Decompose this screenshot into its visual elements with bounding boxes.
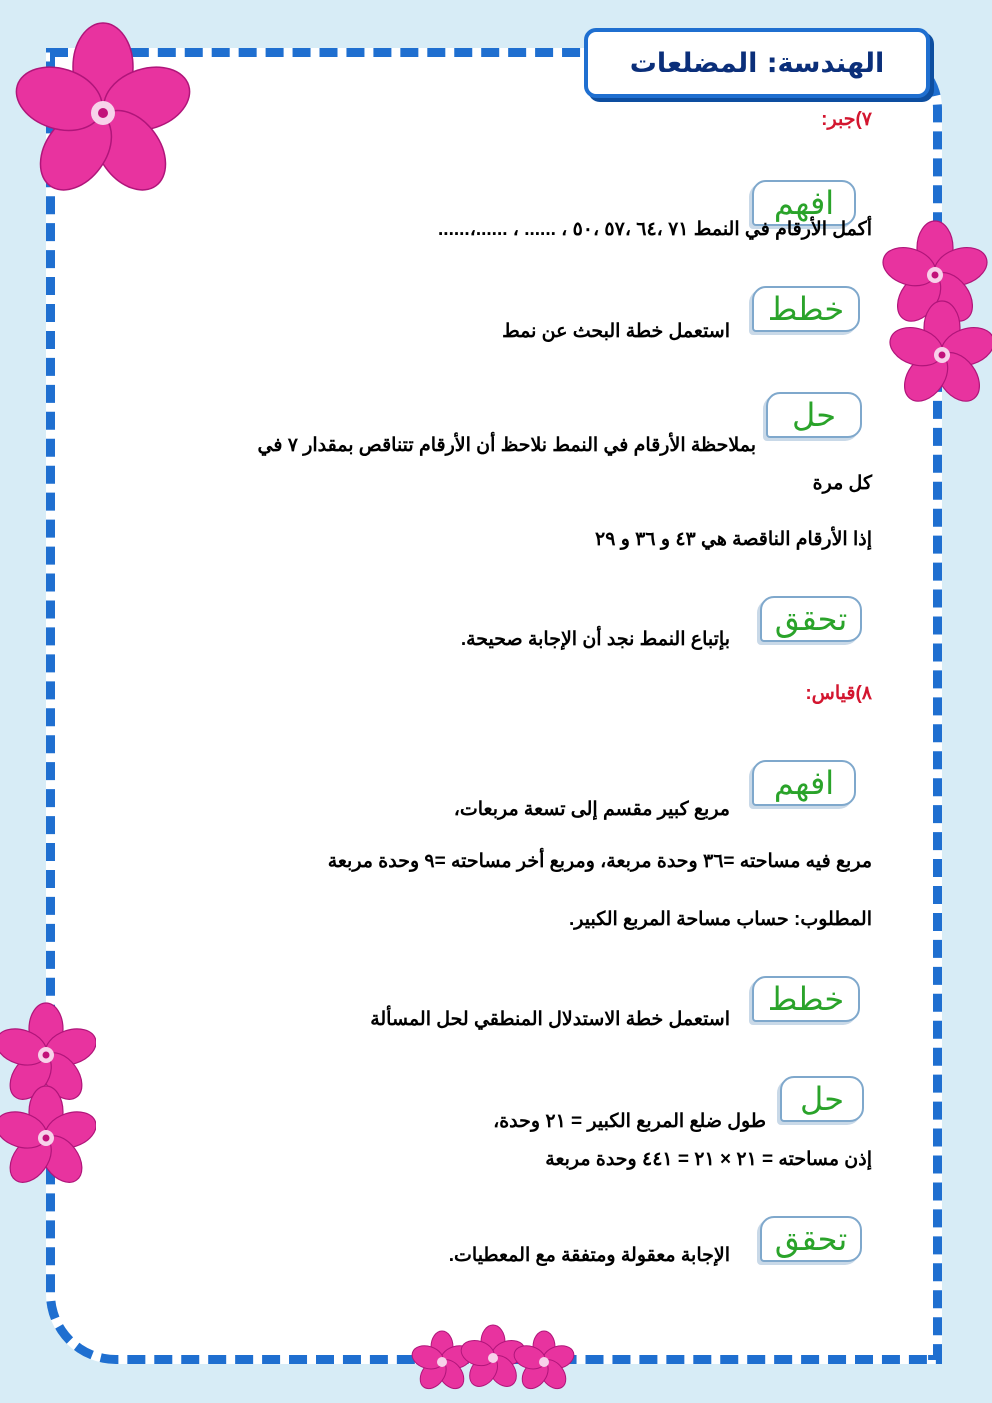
flower-icon (408, 1322, 578, 1398)
q8-solve-line-2: إذن مساحته = ٢١ × ٢١ = ٤٤١ وحدة مربعة (545, 1149, 872, 1170)
q7-understand-text: أكمل الأرقام في النمط ٧١ ،٦٤ ،٥٧ ،٥٠ ، ...... ، ......،...... (438, 219, 872, 240)
badge-label: خطط (767, 980, 845, 1018)
page-title: الهندسة: المضلعات (629, 47, 885, 79)
q7-solve-line-2: كل مرة (812, 473, 872, 494)
q8-understand-badge (752, 760, 856, 806)
flower-icon (0, 1082, 96, 1194)
q8-plan-text: استعمل خطة الاستدلال المنطقي لحل المسألة (370, 1009, 730, 1030)
badge-label: تحقق (774, 1220, 848, 1258)
q8-understand-line-3: المطلوب: حساب مساحة المربع الكبير. (568, 909, 872, 930)
q7-solve-line-3: إذا الأرقام الناقصة هي ٤٣ و ٣٦ و ٢٩ (595, 529, 872, 550)
q8-understand-line-1: مربع كبير مقسم إلى تسعة مربعات، (453, 799, 730, 820)
badge-label: افهم (773, 764, 835, 802)
q8-plan-badge (752, 976, 860, 1022)
q7-plan-badge (752, 286, 860, 332)
badge-label: خطط (767, 290, 845, 328)
q8-understand-line-2: مربع فيه مساحته =٣٦ وحدة مربعة، ومربع أخر مساحته =٩ وحدة مربعة (327, 851, 872, 872)
badge-label: حل (792, 396, 837, 434)
q8-check-text: الإجابة معقولة ومتفقة مع المعطيات. (448, 1245, 730, 1266)
q8-heading: ٨)قياس: (805, 683, 872, 704)
q7-plan-text: استعمل خطة البحث عن نمط (502, 321, 730, 342)
flower-icon (888, 298, 992, 412)
badge-label: تحقق (774, 600, 848, 638)
q7-check-badge (760, 596, 862, 642)
q8-solve-line-1: طول ضلع المربع الكبير = ٢١ وحدة، (493, 1111, 766, 1132)
q7-check-text: بإتباع النمط نجد أن الإجابة صحيحة. (460, 629, 730, 650)
q7-solve-line-1: بملاحظة الأرقام في النمط نلاحظ أن الأرقام تتناقص بمقدار ٧ في (257, 435, 756, 456)
badge-label: حل (800, 1080, 845, 1118)
q8-solve-badge (780, 1076, 864, 1122)
q8-check-badge (760, 1216, 862, 1262)
q7-heading: ٧)جبر: (821, 109, 872, 130)
q7-solve-badge (766, 392, 862, 438)
title-box (584, 28, 930, 98)
badge-label: افهم (773, 184, 835, 222)
flower-icon (8, 18, 198, 208)
